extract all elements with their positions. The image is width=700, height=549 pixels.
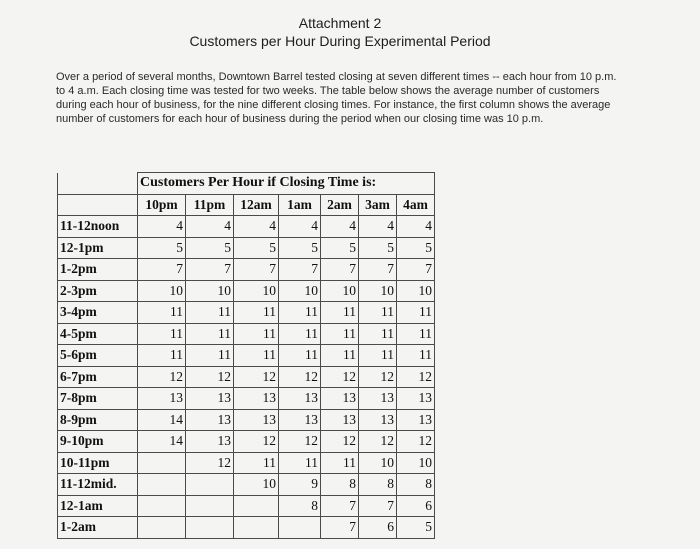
customer-count-cell: 11 <box>234 345 279 367</box>
customer-count-cell: 11 <box>186 302 234 324</box>
customer-count-cell: 10 <box>138 280 186 302</box>
table-row <box>58 517 435 539</box>
customer-count-cell: 9 <box>279 474 321 496</box>
customer-count-cell: 5 <box>234 237 279 259</box>
customer-count-cell: 8 <box>397 474 435 496</box>
customer-count-cell: 11 <box>397 302 435 324</box>
customer-count-cell: 11 <box>397 323 435 345</box>
customer-count-cell: 10 <box>234 474 279 496</box>
customer-count-cell: 12 <box>186 366 234 388</box>
closing-time-header: 11pm <box>186 194 234 216</box>
hour-label: 8-9pm <box>58 409 138 431</box>
customer-count-cell: 8 <box>359 474 397 496</box>
customer-count-cell <box>138 517 186 539</box>
customer-count-cell: 13 <box>321 409 359 431</box>
customer-count-cell <box>234 495 279 517</box>
customer-count-cell: 7 <box>321 495 359 517</box>
customer-count-cell: 12 <box>359 431 397 453</box>
hour-label: 6-7pm <box>58 366 138 388</box>
table-row <box>58 237 435 259</box>
customer-count-cell: 10 <box>359 452 397 474</box>
customer-count-cell: 12 <box>397 366 435 388</box>
customer-count-cell: 13 <box>138 388 186 410</box>
customer-count-cell <box>138 474 186 496</box>
table-row <box>58 388 435 410</box>
customer-count-cell: 11 <box>186 345 234 367</box>
title-block <box>0 14 700 51</box>
table-row <box>58 431 435 453</box>
closing-time-header: 4am <box>397 194 435 216</box>
customer-count-cell: 5 <box>321 237 359 259</box>
customer-count-cell: 11 <box>321 345 359 367</box>
customer-count-cell: 5 <box>397 237 435 259</box>
hour-label: 9-10pm <box>58 431 138 453</box>
closing-time-header: 12am <box>234 194 279 216</box>
closing-time-header: 2am <box>321 194 359 216</box>
customer-count-cell: 10 <box>186 280 234 302</box>
customer-count-cell: 13 <box>397 388 435 410</box>
customer-count-cell: 13 <box>186 409 234 431</box>
customer-count-cell: 11 <box>359 323 397 345</box>
hour-label: 7-8pm <box>58 388 138 410</box>
customer-count-cell: 11 <box>234 302 279 324</box>
customer-count-cell: 10 <box>321 280 359 302</box>
table-row <box>58 474 435 496</box>
customer-count-cell: 7 <box>138 259 186 281</box>
customer-count-cell: 10 <box>279 280 321 302</box>
table-row <box>58 366 435 388</box>
table-row <box>58 280 435 302</box>
customer-count-cell: 14 <box>138 431 186 453</box>
table-row <box>58 495 435 517</box>
customer-count-cell: 10 <box>397 280 435 302</box>
hour-label: 12-1pm <box>58 237 138 259</box>
customer-count-cell: 4 <box>186 216 234 238</box>
customer-count-cell <box>186 495 234 517</box>
table-header: Customers Per Hour if Closing Time is: <box>138 173 435 195</box>
customer-count-cell: 11 <box>321 302 359 324</box>
customer-count-cell: 7 <box>279 259 321 281</box>
customer-count-cell: 7 <box>321 517 359 539</box>
customer-count-cell: 13 <box>359 409 397 431</box>
customer-count-cell: 12 <box>279 366 321 388</box>
table-header-row <box>58 173 435 195</box>
customer-count-cell: 12 <box>279 431 321 453</box>
hour-label: 11-12mid. <box>58 474 138 496</box>
customer-count-cell: 13 <box>359 388 397 410</box>
table-row <box>58 259 435 281</box>
customer-count-cell: 11 <box>359 345 397 367</box>
customer-count-cell: 7 <box>359 495 397 517</box>
closing-time-header: 1am <box>279 194 321 216</box>
customer-count-cell: 4 <box>359 216 397 238</box>
customer-count-cell: 11 <box>321 323 359 345</box>
customer-count-cell: 13 <box>186 431 234 453</box>
customer-count-cell: 13 <box>234 409 279 431</box>
customer-count-cell: 5 <box>359 237 397 259</box>
customer-count-cell: 4 <box>321 216 359 238</box>
customer-count-cell: 11 <box>279 323 321 345</box>
customer-count-cell: 7 <box>186 259 234 281</box>
customer-count-cell: 11 <box>321 452 359 474</box>
customer-count-cell: 10 <box>397 452 435 474</box>
customer-count-cell: 13 <box>397 409 435 431</box>
hour-label: 12-1am <box>58 495 138 517</box>
customer-count-cell: 5 <box>138 237 186 259</box>
hour-label: 2-3pm <box>58 280 138 302</box>
customer-count-cell: 11 <box>234 452 279 474</box>
customer-count-cell: 11 <box>279 452 321 474</box>
customer-count-cell <box>186 474 234 496</box>
customer-count-cell <box>186 517 234 539</box>
table-row <box>58 345 435 367</box>
hour-label: 10-11pm <box>58 452 138 474</box>
customer-count-cell: 10 <box>359 280 397 302</box>
customer-count-cell: 10 <box>234 280 279 302</box>
hour-label: 11-12noon <box>58 216 138 238</box>
customer-count-cell: 5 <box>186 237 234 259</box>
customer-count-cell: 7 <box>321 259 359 281</box>
customer-count-cell: 11 <box>138 302 186 324</box>
document-title: Customers per Hour During Experimental Period <box>189 33 491 49</box>
customer-count-cell: 4 <box>397 216 435 238</box>
customer-count-cell: 5 <box>279 237 321 259</box>
customer-count-cell: 12 <box>321 431 359 453</box>
customer-count-cell: 12 <box>397 431 435 453</box>
customer-count-cell: 7 <box>234 259 279 281</box>
hour-label: 1-2pm <box>58 259 138 281</box>
table-row <box>58 323 435 345</box>
customer-count-cell: 7 <box>359 259 397 281</box>
customer-count-cell <box>138 495 186 517</box>
closing-time-header: 3am <box>359 194 397 216</box>
customer-count-cell: 11 <box>279 302 321 324</box>
customer-count-cell: 11 <box>138 345 186 367</box>
customer-count-cell: 13 <box>234 388 279 410</box>
customer-count-cell: 12 <box>186 452 234 474</box>
customer-count-cell: 11 <box>279 345 321 367</box>
intro-paragraph: Over a period of several months, Downtown Barrel tested closing at seven different times -- each hour from 10 p.m. to 4 a.m. Each closing time was tested for two weeks. The table below shows the average number of customers during each hour of business, for the nine different closing times. For instance, the first column shows the average number of customers for each hour of business during the period when our closing time was 10 p.m. <box>56 71 617 125</box>
table-row <box>58 216 435 238</box>
corner-cell <box>58 173 138 195</box>
closing-times-row <box>58 194 435 216</box>
customer-count-cell: 12 <box>359 366 397 388</box>
customer-count-cell: 13 <box>321 388 359 410</box>
customer-count-cell <box>138 452 186 474</box>
customer-count-cell <box>234 517 279 539</box>
customer-count-cell: 13 <box>186 388 234 410</box>
customer-count-cell: 12 <box>234 366 279 388</box>
customer-count-cell: 6 <box>359 517 397 539</box>
customer-count-cell: 8 <box>321 474 359 496</box>
customer-count-cell: 7 <box>397 259 435 281</box>
customer-count-cell: 11 <box>138 323 186 345</box>
customer-count-cell: 11 <box>186 323 234 345</box>
hour-label: 3-4pm <box>58 302 138 324</box>
attachment-label: Attachment 2 <box>298 15 382 31</box>
customers-per-hour-table <box>57 172 435 539</box>
customer-count-cell: 4 <box>234 216 279 238</box>
customer-count-cell: 8 <box>279 495 321 517</box>
customer-count-cell: 11 <box>359 302 397 324</box>
customer-count-cell: 13 <box>279 409 321 431</box>
hour-label: 4-5pm <box>58 323 138 345</box>
customer-count-cell: 4 <box>279 216 321 238</box>
table-row <box>58 302 435 324</box>
hour-label: 1-2am <box>58 517 138 539</box>
hour-label: 5-6pm <box>58 345 138 367</box>
table-row <box>58 452 435 474</box>
customer-count-cell: 6 <box>397 495 435 517</box>
customer-count-cell: 13 <box>279 388 321 410</box>
customer-count-cell: 4 <box>138 216 186 238</box>
customer-count-cell <box>279 517 321 539</box>
customer-count-cell: 12 <box>234 431 279 453</box>
table-row <box>58 409 435 431</box>
customer-count-cell: 12 <box>138 366 186 388</box>
customer-count-cell: 12 <box>321 366 359 388</box>
customer-count-cell: 5 <box>397 517 435 539</box>
customer-count-cell: 11 <box>397 345 435 367</box>
customer-count-cell: 14 <box>138 409 186 431</box>
closing-time-header: 10pm <box>138 194 186 216</box>
customer-count-cell: 11 <box>234 323 279 345</box>
corner-cell <box>58 194 138 216</box>
